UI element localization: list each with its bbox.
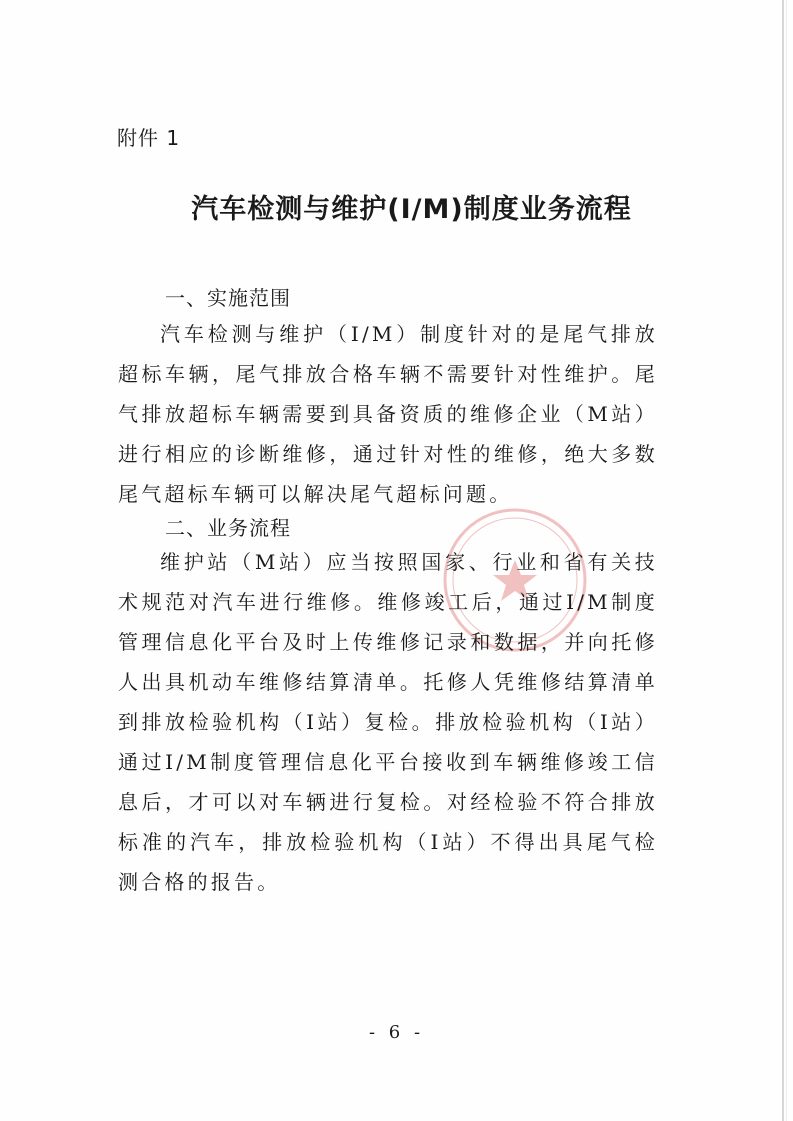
page-edge-line: [782, 0, 784, 1121]
document-title: 汽车检测与维护(I/M)制度业务流程: [191, 194, 632, 225]
attachment-label: 附件 1: [117, 126, 181, 150]
page-number: - 6 -: [368, 1022, 425, 1043]
paragraph-process: 维护站（M站）应当按照国家、行业和省有关技术规范对汽车进行维修。维修竣工后，通过I/M制度管理信息化平台及时上传维修记录和数据，并向托修人出具机动车维修结算清单。托修人凭维修结算清单到排放检验机构（I站）复检。排放检验机构（I站）通过I/M制度管理信息化平台接收到车辆维修竣工信息后，才可以对车辆进行复检。对经检验不符合排放标准的汽车，排放检验机构（I站）不得出具尾气检测合格的报告。: [118, 550, 658, 894]
section-heading-process: 二、业务流程: [165, 516, 291, 540]
section-heading-scope: 一、实施范围: [165, 286, 291, 310]
paragraph-scope: 汽车检测与维护（I/M）制度针对的是尾气排放超标车辆，尾气排放合格车辆不需要针对性维护。尾气排放超标车辆需要到具备资质的维修企业（M站）进行相应的诊断维修，通过针对性的维修，绝大多数尾气超标车辆可以解决尾气超标问题。: [118, 322, 658, 506]
page-edge-line-secondary: [786, 0, 787, 1121]
